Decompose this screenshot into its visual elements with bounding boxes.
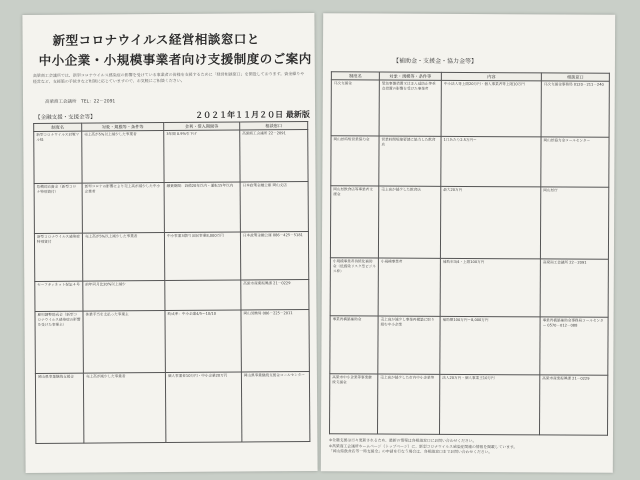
- table-row: [331, 136, 609, 187]
- table-row: [35, 310, 309, 374]
- table-cell: 事業再構築補助金事務局コールセンター 0570－012－088: [540, 317, 608, 375]
- table-row: [330, 316, 608, 375]
- table-cell: 小規模事業者: [378, 258, 440, 316]
- table-cell: 新型コロナウイルス対策マル経: [34, 131, 82, 183]
- table-cell: 融資期間：設備20年以内・運転15年以内: [164, 182, 240, 233]
- table-cell: 売上高が減少した事業者: [83, 373, 165, 444]
- table-cell: 岡山労働局 086－225－2011: [241, 310, 309, 372]
- intro-text: 高梁商工会議所では、新型コロナウイルス感染症の影響を受けている事業者の皆様を支援するために「経営相談窓口」を開設しております。資金繰りや経営など、支援策の手続きなど相談に応じていますので、お気軽にご相談ください。: [32, 71, 305, 84]
- table-cell: 売上高が減少し事業再構築に取り組む中小企業: [378, 316, 440, 374]
- table-cell: 前年同月比20%以上減少: [83, 281, 165, 312]
- table-cell: 売上高が5%以上減少した事業者: [82, 233, 164, 282]
- table-cell: 最大20万円: [440, 186, 540, 259]
- table-cell: 日本政策金融公庫 岡山支店: [240, 182, 308, 232]
- header-cell: 相談窓口: [541, 73, 609, 81]
- table-cell: 岡山県時短営業協力金: [331, 136, 379, 186]
- table-row: [331, 80, 609, 137]
- table-cell: 月次支援金事務局 0120－211－240: [541, 81, 609, 137]
- table-cell: 危機対応資金（新型コロナ特別貸付）: [34, 183, 82, 233]
- edition-date: ２０２１年１１月２０日 最新版: [195, 110, 310, 120]
- table-cell: 1日あたり2.5万円～: [441, 136, 541, 187]
- footnotes: [329, 437, 607, 455]
- table-cell: 個人事業者10万円・中小企業20万円: [165, 372, 241, 443]
- table-cell: 岡山県協力金コールセンター: [541, 137, 609, 187]
- table-row: [35, 372, 309, 444]
- contact-line: 高梁商工会議所 TEL：22－2091: [44, 99, 116, 105]
- table-row: [34, 232, 308, 282]
- table-cell: 売上高が5%以上減少した事業者: [82, 131, 164, 184]
- table-cell: 法人20万円・個人事業主10万円: [439, 374, 539, 435]
- table-cell: 高梁市産業振興課 21－0229: [241, 280, 309, 310]
- table-cell: 3年間 0.9%引下げ: [164, 130, 240, 183]
- table-cell: 営業時間短縮要請に協力した飲食店: [379, 136, 441, 186]
- header-cell: 金利・借入期間等: [164, 122, 240, 131]
- table-row: [35, 280, 309, 312]
- table-cell: 新型コロナウイルス感染症特別貸付: [34, 233, 82, 281]
- table-cell: 新型コロナの影響により売上高が減少した中小企業者: [82, 183, 164, 234]
- page-title-line1: 新型コロナウイルス経営相談窓口と: [52, 31, 260, 48]
- table-cell: 雇用調整助成金（新型コロナウイルス感染症の影響を受けた事業主）: [35, 311, 83, 373]
- right-page: [321, 13, 615, 473]
- right-page-title: 【補助金・支援金・協力金等】: [392, 57, 477, 66]
- table-cell: 高梁市中小企業等事業継続支援金: [329, 374, 377, 434]
- table-row: [330, 258, 608, 317]
- header-cell: 内容: [441, 72, 541, 81]
- table-cell: 補助率3/4・上限100万円: [440, 258, 540, 317]
- table-cell: 月次支援金: [331, 80, 379, 136]
- footnote: 「岡山県飲食店等一時支援金」の申請を行なう場合は、各相談窓口までお問い合わせください。: [328, 448, 493, 455]
- table-cell: 緊急事態措置又はまん延防止等重点措置の影響を受けた事業者: [379, 80, 441, 136]
- left-page: [22, 13, 317, 473]
- table-cell: 売上高が減少した飲食店: [378, 186, 440, 258]
- table-cell: 日本政策金融公庫 086－425－5181: [240, 232, 308, 280]
- footnote: ※金融支援は日々更新されるため、最新の情報は各相談窓口にお問い合わせください。: [328, 437, 477, 444]
- table-cell: 高梁市産業振興課 21－0229: [539, 375, 607, 435]
- header-cell: 対象・規模等・条件等: [379, 72, 441, 80]
- table-row: [34, 182, 308, 234]
- table-cell: 事業再構築補助金: [330, 316, 378, 374]
- header-cell: 制度名: [331, 72, 379, 80]
- header-cell: 相談窓口: [240, 122, 308, 130]
- section-subtitle: 【金融支援・支援金等】: [35, 114, 96, 121]
- table-cell: 売上高が減少した市内中小企業等: [377, 374, 439, 434]
- table-cell: 中小事業3億円 国民事業8,000万円: [164, 232, 240, 281]
- table-row: [34, 130, 308, 184]
- support-table-left: [33, 121, 310, 444]
- table-cell: 岡山県事業継続支援金: [35, 373, 83, 443]
- table-cell: 高梁商工会議所 22－2091: [540, 259, 608, 317]
- table-row: [329, 374, 607, 435]
- table-cell: 補助額100万円～8,000万円: [440, 316, 540, 375]
- header-cell: 対象・規模等・条件等: [82, 123, 164, 132]
- table-row: [330, 186, 608, 259]
- table-cell: 小規模事業者持続化補助金（低感染リスク型ビジネス枠）: [330, 258, 378, 316]
- table-cell: [165, 280, 241, 311]
- table-cell: 休業手当を支払った事業主: [83, 311, 165, 374]
- footnote: ※高梁商工会議所ホームページ（トップページ）に、新型コロナウイルス感染症関連の情報を掲載しています。: [328, 442, 518, 449]
- table-cell: 岡山県庁: [540, 187, 608, 259]
- support-table-right: [329, 71, 610, 435]
- table-cell: 助成率：中小企業4/5～10/10: [165, 310, 241, 373]
- table-cell: セーフティネット保証４号: [35, 281, 83, 311]
- table-cell: 岡山県事業継続支援金コールセンター: [241, 372, 309, 442]
- table-cell: 岡山県飲食店等事業者支援金: [330, 186, 378, 258]
- header-cell: 制度名: [34, 123, 82, 131]
- table-cell: 中小法人等上限20万円・個人事業者等上限10万円: [441, 80, 541, 137]
- page-title-line2: 中小企業・小規模事業者向け支援制度のご案内: [38, 51, 312, 68]
- table-cell: 高梁商工会議所 22－2091: [240, 130, 308, 182]
